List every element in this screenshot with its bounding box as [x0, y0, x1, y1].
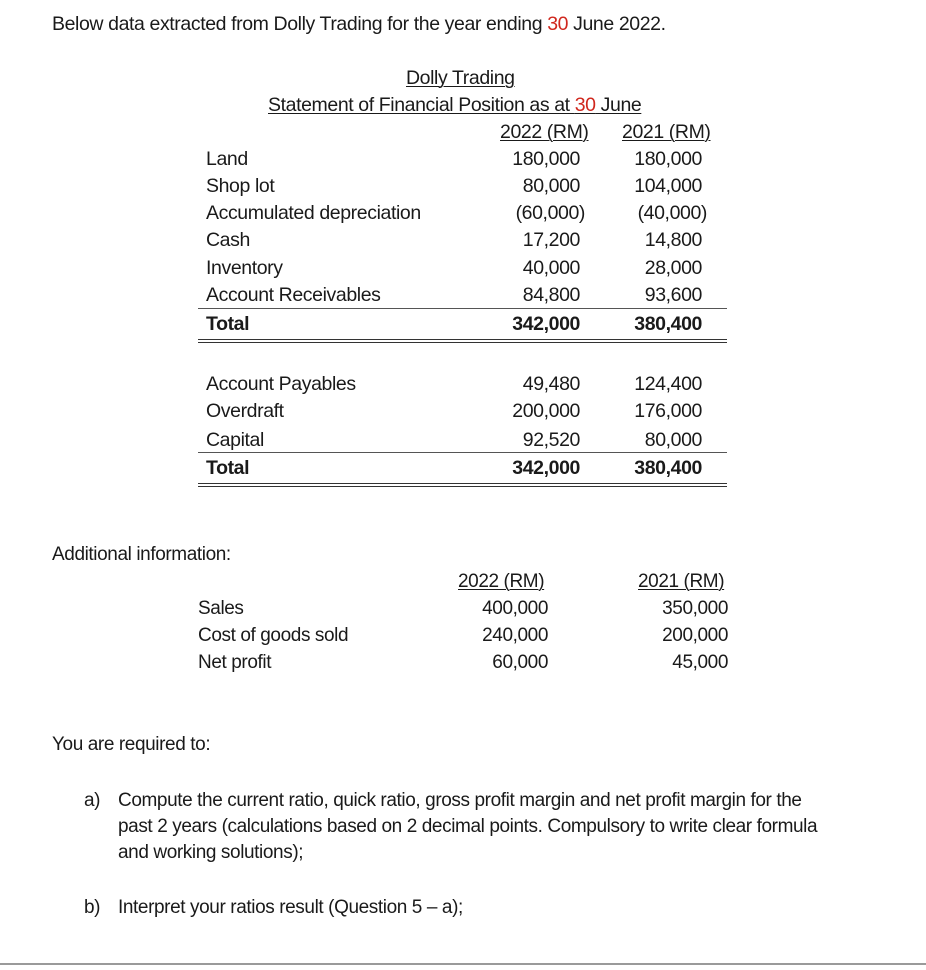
intro-day: 30: [547, 13, 569, 35]
value-2021: 80,000: [644, 429, 702, 451]
table-row: [0, 624, 926, 648]
table-row: [0, 283, 926, 307]
table-row: [0, 372, 926, 396]
intro-text: [52, 12, 666, 36]
liabilities-total-row: [0, 456, 926, 480]
row-label: Overdraft: [206, 400, 284, 422]
value-2022: (60,000): [515, 202, 585, 224]
assets-total-row: [0, 312, 926, 336]
row-label: Land: [206, 148, 248, 170]
statement-title-day: 30: [574, 94, 596, 116]
total-2022: 342,000: [512, 457, 580, 479]
statement-title-pre: Statement of Financial Position as at: [268, 94, 575, 116]
total-rule: [198, 452, 727, 453]
page-bottom-divider: [0, 963, 926, 965]
row-label: Cost of goods sold: [198, 625, 349, 646]
row-label: Account Payables: [206, 373, 356, 395]
row-label: Account Receivables: [206, 284, 381, 306]
table-row: [0, 597, 926, 621]
value-2022: 180,000: [512, 148, 580, 170]
value-2021: 350,000: [662, 598, 728, 619]
value-2021: 14,800: [644, 229, 702, 251]
item-a-marker: a): [84, 790, 101, 811]
item-b-marker: b): [84, 897, 101, 918]
value-2022: 80,000: [522, 175, 580, 197]
row-label: Sales: [198, 598, 244, 619]
value-2022: 60,000: [492, 652, 548, 673]
total-2022: 342,000: [512, 313, 580, 335]
row-label: Net profit: [198, 652, 272, 673]
value-2022: 84,800: [522, 284, 580, 306]
value-2021: 200,000: [662, 625, 728, 646]
item-a-line-3: and working solutions);: [118, 842, 304, 863]
row-label: Shop lot: [206, 175, 275, 197]
column-header-2021: 2021 (RM): [622, 121, 711, 143]
table-row: [0, 428, 926, 452]
double-underline: [198, 483, 727, 487]
table-row: [0, 256, 926, 280]
column-header-2022: 2022 (RM): [500, 121, 589, 143]
total-2021: 380,400: [634, 457, 702, 479]
intro-post: June 2022.: [568, 13, 666, 35]
statement-title-post: June: [595, 94, 642, 116]
value-2021: 176,000: [634, 400, 702, 422]
statement-title: [268, 93, 641, 117]
value-2021: 180,000: [634, 148, 702, 170]
item-a-line-1: Compute the current ratio, quick ratio, gross profit margin and net profit margin for the: [118, 790, 802, 811]
additional-header-2022: 2022 (RM): [458, 571, 545, 592]
value-2022: 17,200: [522, 229, 580, 251]
value-2022: 92,520: [522, 429, 580, 451]
value-2021: 45,000: [672, 652, 728, 673]
row-label: Capital: [206, 429, 264, 451]
intro-pre: Below data extracted from Dolly Trading for the year ending: [52, 13, 548, 35]
value-2022: 400,000: [482, 598, 548, 619]
additional-heading: Additional information:: [52, 544, 231, 565]
row-label: Accumulated depreciation: [206, 202, 421, 224]
row-label: Cash: [206, 229, 250, 251]
value-2022: 240,000: [482, 625, 548, 646]
value-2022: 200,000: [512, 400, 580, 422]
table-row: [0, 201, 926, 225]
row-label: Inventory: [206, 257, 283, 279]
value-2021: 28,000: [644, 257, 702, 279]
total-2021: 380,400: [634, 313, 702, 335]
item-b-text: Interpret your ratios result (Question 5 – a);: [118, 897, 463, 918]
value-2021: (40,000): [637, 202, 707, 224]
requirements-heading: You are required to:: [52, 734, 211, 755]
item-a-line-2: past 2 years (calculations based on 2 decimal points. Compulsory to write clear formula: [118, 816, 818, 837]
table-row: [0, 399, 926, 423]
table-row: [0, 147, 926, 171]
value-2022: 49,480: [522, 373, 580, 395]
table-row: [0, 174, 926, 198]
total-label: Total: [206, 313, 250, 335]
value-2021: 104,000: [634, 175, 702, 197]
company-name: Dolly Trading: [406, 67, 515, 89]
value-2022: 40,000: [522, 257, 580, 279]
additional-header-2021: 2021 (RM): [638, 571, 725, 592]
value-2021: 93,600: [644, 284, 702, 306]
double-underline: [198, 339, 727, 343]
table-row: [0, 651, 926, 675]
total-label: Total: [206, 457, 250, 479]
total-rule: [198, 308, 727, 309]
table-row: [0, 228, 926, 252]
value-2021: 124,400: [634, 373, 702, 395]
